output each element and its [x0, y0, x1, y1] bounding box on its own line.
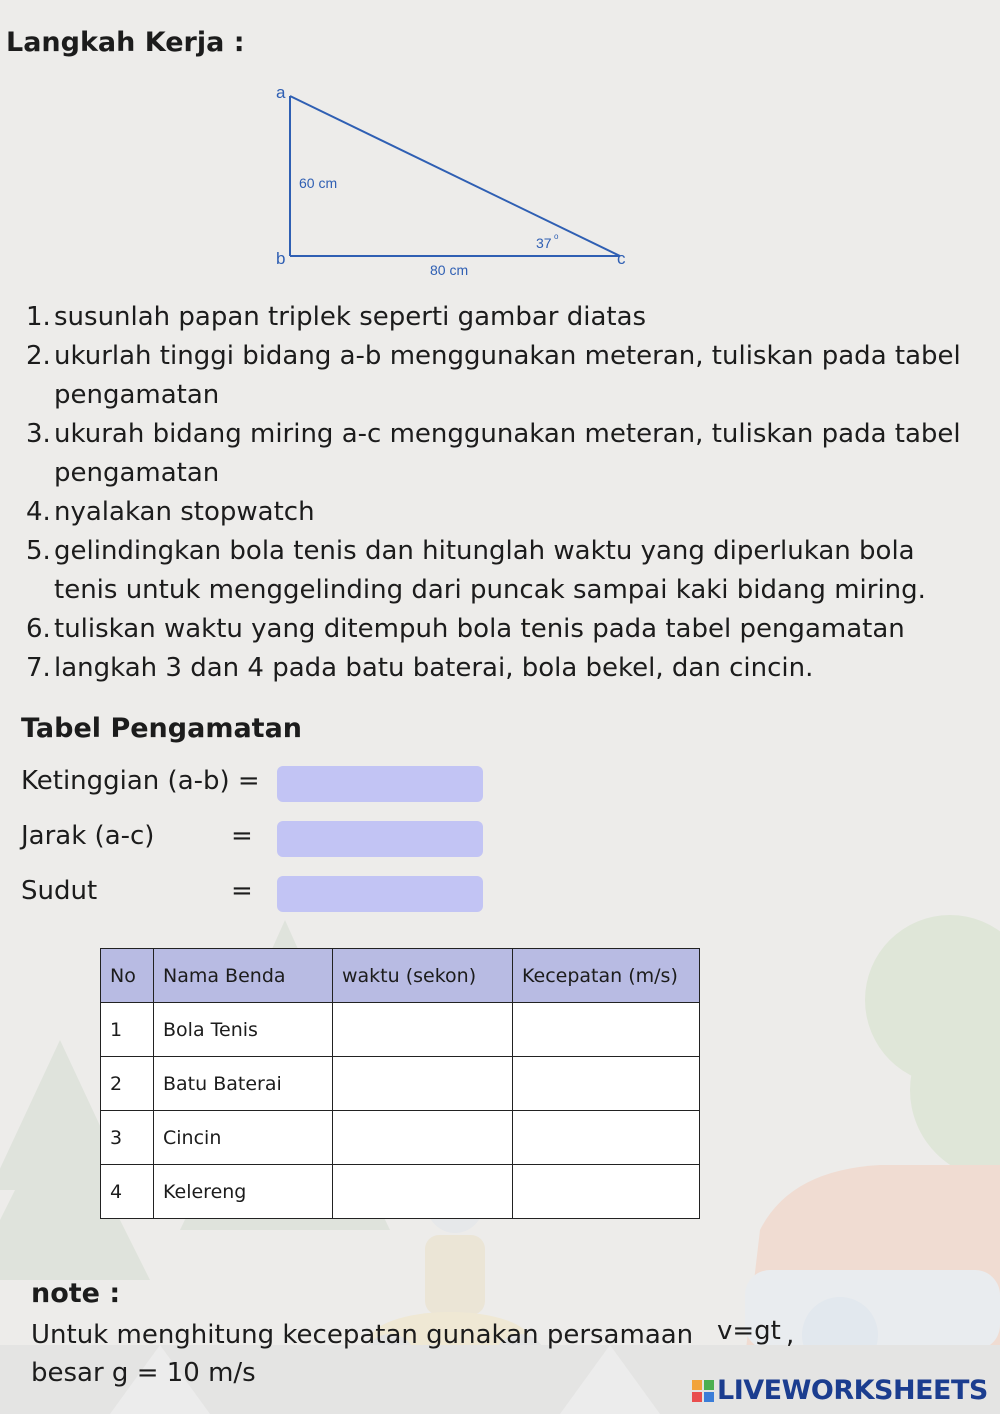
step-item [26, 298, 986, 337]
cell-waktu-input[interactable] [333, 1165, 513, 1219]
step-number: 3. [26, 419, 51, 449]
sudut-label: Sudut [21, 876, 98, 906]
note-line-2: besar g = 10 m/s [31, 1358, 256, 1388]
step-number: 4. [26, 497, 51, 527]
vertex-c-label: c [617, 249, 626, 268]
step-item [26, 415, 986, 493]
step-number: 5. [26, 536, 51, 566]
step-item [26, 610, 986, 649]
jarak-equals: = [231, 821, 253, 851]
cell-waktu-input[interactable] [333, 1003, 513, 1057]
note-comma: , [786, 1320, 795, 1350]
header-nama-benda: Nama Benda [154, 949, 333, 1003]
ketinggian-input[interactable] [277, 766, 483, 802]
cell-no: 2 [101, 1057, 154, 1111]
cell-nama-benda: Bola Tenis [154, 1003, 333, 1057]
vertex-b-label: b [276, 249, 286, 268]
page-title: Langkah Kerja : [6, 27, 245, 58]
ketinggian-label: Ketinggian (a-b) = [21, 766, 260, 796]
header-kecepatan: Kecepatan (m/s) [513, 949, 700, 1003]
step-text: gelindingkan bola tenis dan hitunglah waktu yang diperlukan bola tenis untuk menggelinding dari puncak sampai kaki bidang miring. [54, 536, 926, 605]
step-text: ukurah bidang miring a-c menggunakan meteran, tuliskan pada tabel pengamatan [54, 419, 961, 488]
step-number: 6. [26, 614, 51, 644]
step-text: tuliskan waktu yang ditempuh bola tenis pada tabel pengamatan [54, 614, 905, 644]
side-ac-line [290, 96, 620, 256]
vertex-a-label: a [276, 83, 286, 102]
height-label: 60 cm [299, 175, 338, 191]
cell-kecepatan-input[interactable] [513, 1003, 700, 1057]
cell-no: 3 [101, 1111, 154, 1165]
formula-text: v=gt [717, 1316, 781, 1346]
step-text: susunlah papan triplek seperti gambar diatas [54, 302, 647, 332]
sudut-equals: = [231, 876, 253, 906]
cell-no: 1 [101, 1003, 154, 1057]
cell-nama-benda: Cincin [154, 1111, 333, 1165]
step-text: langkah 3 dan 4 pada batu baterai, bola bekel, dan cincin. [54, 653, 814, 683]
cell-nama-benda: Kelereng [154, 1165, 333, 1219]
cell-kecepatan-input[interactable] [513, 1111, 700, 1165]
step-number: 1. [26, 302, 51, 332]
step-item [26, 649, 986, 688]
cell-no: 4 [101, 1165, 154, 1219]
liveworksheets-logo [692, 1375, 988, 1406]
cell-waktu-input[interactable] [333, 1111, 513, 1165]
cell-nama-benda: Batu Baterai [154, 1057, 333, 1111]
jarak-input[interactable] [277, 821, 483, 857]
step-text: ukurlah tinggi bidang a-b menggunakan meteran, tuliskan pada tabel pengamatan [54, 341, 961, 410]
angle-degree-symbol: o [554, 232, 559, 241]
step-item [26, 532, 986, 610]
triangle-diagram [270, 80, 640, 280]
table-header-row [101, 949, 700, 1003]
sudut-input[interactable] [277, 876, 483, 912]
jarak-label: Jarak (a-c) [21, 821, 155, 851]
table-row [101, 1003, 700, 1057]
header-waktu: waktu (sekon) [333, 949, 513, 1003]
table-row [101, 1111, 700, 1165]
steps-list [26, 298, 986, 688]
step-number: 2. [26, 341, 51, 371]
angle-label: 37 [536, 235, 552, 251]
cell-kecepatan-input[interactable] [513, 1165, 700, 1219]
step-item [26, 337, 986, 415]
note-title: note : [31, 1278, 121, 1309]
step-text: nyalakan stopwatch [54, 497, 315, 527]
header-no: No [101, 949, 154, 1003]
table-row [101, 1165, 700, 1219]
step-item [26, 493, 986, 532]
step-number: 7. [26, 653, 51, 683]
note-line-1: Untuk menghitung kecepatan gunakan persamaan [31, 1320, 694, 1350]
observation-table [100, 948, 700, 1219]
logo-grid-icon [692, 1380, 714, 1402]
table-title: Tabel Pengamatan [21, 713, 303, 744]
base-label: 80 cm [430, 262, 469, 278]
table-row [101, 1057, 700, 1111]
brand-text: LIVEWORKSHEETS [717, 1375, 988, 1406]
cell-kecepatan-input[interactable] [513, 1057, 700, 1111]
cell-waktu-input[interactable] [333, 1057, 513, 1111]
